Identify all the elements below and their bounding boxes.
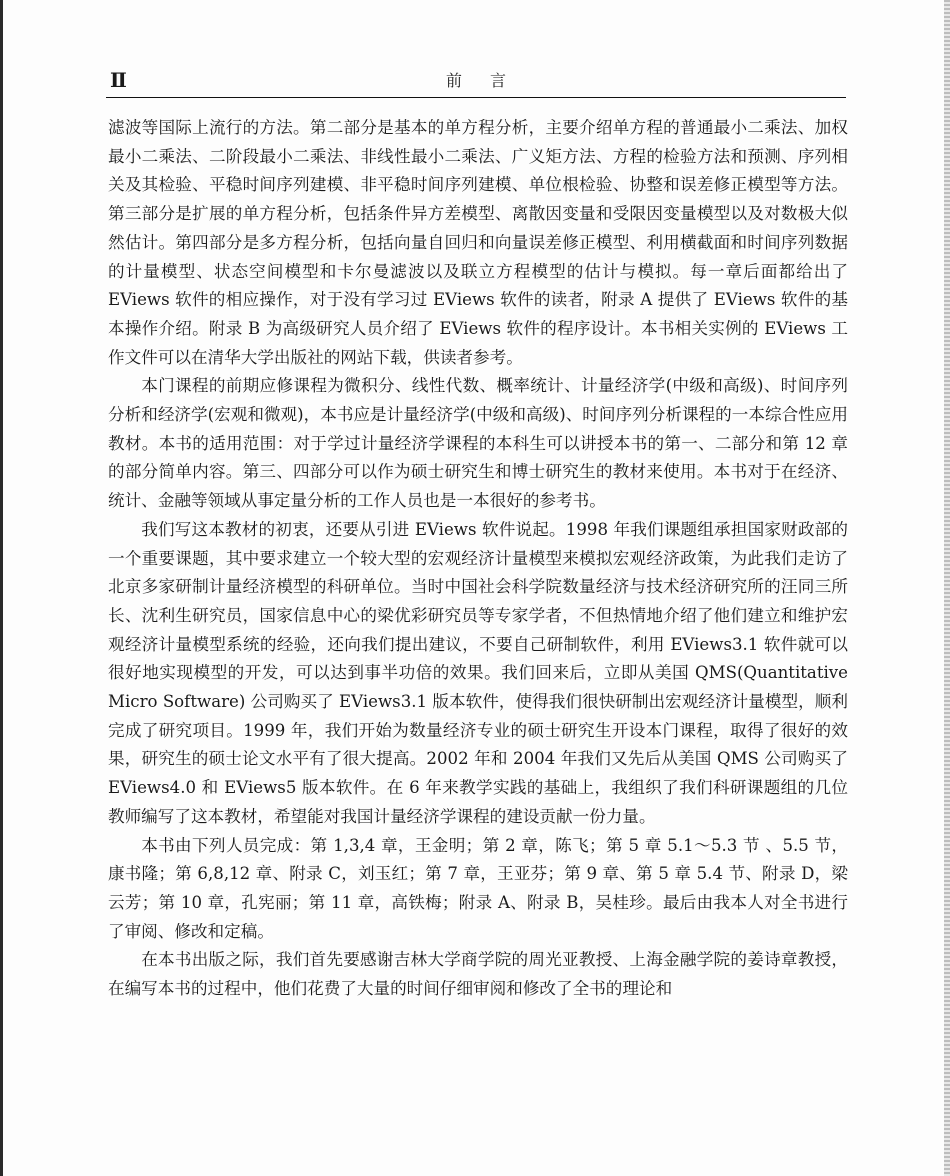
paragraph-4: 本书由下列人员完成：第 1,3,4 章，王金明；第 2 章，陈飞；第 5 章 5.1～5.3 节 、5.5 节，康书隆；第 6,8,12 章、附录 C，刘玉红；第 7 章，王亚芬；第 9 章、第 5 章 5.4 节、附录 D，梁云芳；第 10 章，孔宪丽；第 11 章，高铁梅；附录 A、附录 B，吴桂珍。最后由我本人对全书进行了审阅、修改和定稿。 (108, 835, 848, 941)
page-header (106, 62, 846, 98)
page-right-edge (944, 0, 950, 1176)
paragraph-1: 滤波等国际上流行的方法。第二部分是基本的单方程分析，主要介绍单方程的普通最小二乘法、加权最小二乘法、二阶段最小二乘法、非线性最小二乘法、广义矩方法、方程的检验方法和预测、序列相关及其检验、平稳时间序列建模、非平稳时间序列建模、单位根检验、协整和误差修正模型等方法。第三部分是扩展的单方程分析，包括条件异方差模型、离散因变量和受限因变量模型以及对数极大似然估计。第四部分是多方程分析，包括向量自回归和向量误差修正模型、利用横截面和时间序列数据的计量模型、状态空间模型和卡尔曼滤波以及联立方程模型的估计与模拟。每一章后面都给出了 EViews 软件的相应操作，对于没有学习过 EViews 软件的读者，附录 A 提供了 EViews 软件的基本操作介绍。附录 B 为高级研究人员介绍了 EViews 软件的程序设计。本书相关实例的 EViews 工作文件可以在清华大学出版社的网站下载，供读者参考。 (108, 118, 848, 367)
paragraph-5: 在本书出版之际，我们首先要感谢吉林大学商学院的周光亚教授、上海金融学院的姜诗章教授，在编写本书的过程中，他们花费了大量的时间仔细审阅和修改了全书的理论和 (108, 950, 848, 999)
running-title: 前言 (445, 71, 534, 90)
body-text (108, 114, 848, 1004)
paragraph-3: 我们写这本教材的初衷，还要从引进 EViews 软件说起。1998 年我们课题组承担国家财政部的一个重要课题，其中要求建立一个较大型的宏观经济计量模型来模拟宏观经济政策，为此我们走访了北京多家研制计量经济模型的科研单位。当时中国社会科学院数量经济与技术经济研究所的汪同三所长、沈利生研究员，国家信息中心的梁优彩研究员等专家学者，不但热情地介绍了他们建立和维护宏观经济计量模型系统的经验，还向我们提出建议，不要自己研制软件，利用 EViews3.1 软件就可以很好地实现模型的开发，可以达到事半功倍的效果。我们回来后，立即从美国 QMS(Quantitative Micro Software) 公司购买了 EViews3.1 版本软件，使得我们很快研制出宏观经济计量模型，顺利完成了研究项目。1999 年，我们开始为数量经济专业的硕士研究生开设本门课程，取得了很好的效果，研究生的硕士论文水平有了很大提高。2002 年和 2004 年我们又先后从美国 QMS 公司购买了 EViews4.0 和 EViews5 版本软件。在 6 年来教学实践的基础上，我组织了我们科研课题组的几位教师编写了这本教材，希望能对我国计量经济学课程的建设贡献一份力量。 (108, 519, 848, 826)
paragraph-2: 本门课程的前期应修课程为微积分、线性代数、概率统计、计量经济学(中级和高级)、时间序列分析和经济学(宏观和微观)，本书应是计量经济学(中级和高级)、时间序列分析课程的一本综合性应用教材。本书的适用范围：对于学过计量经济学课程的本科生可以讲授本书的第一、二部分和第 12 章的部分简单内容。第三、四部分可以作为硕士研究生和博士研究生的教材来使用。本书对于在经济、统计、金融等领域从事定量分析的工作人员也是一本很好的参考书。 (108, 376, 848, 511)
page-left-edge (0, 0, 3, 1176)
page-number: Ⅱ (110, 68, 126, 92)
header-rule (106, 97, 846, 98)
